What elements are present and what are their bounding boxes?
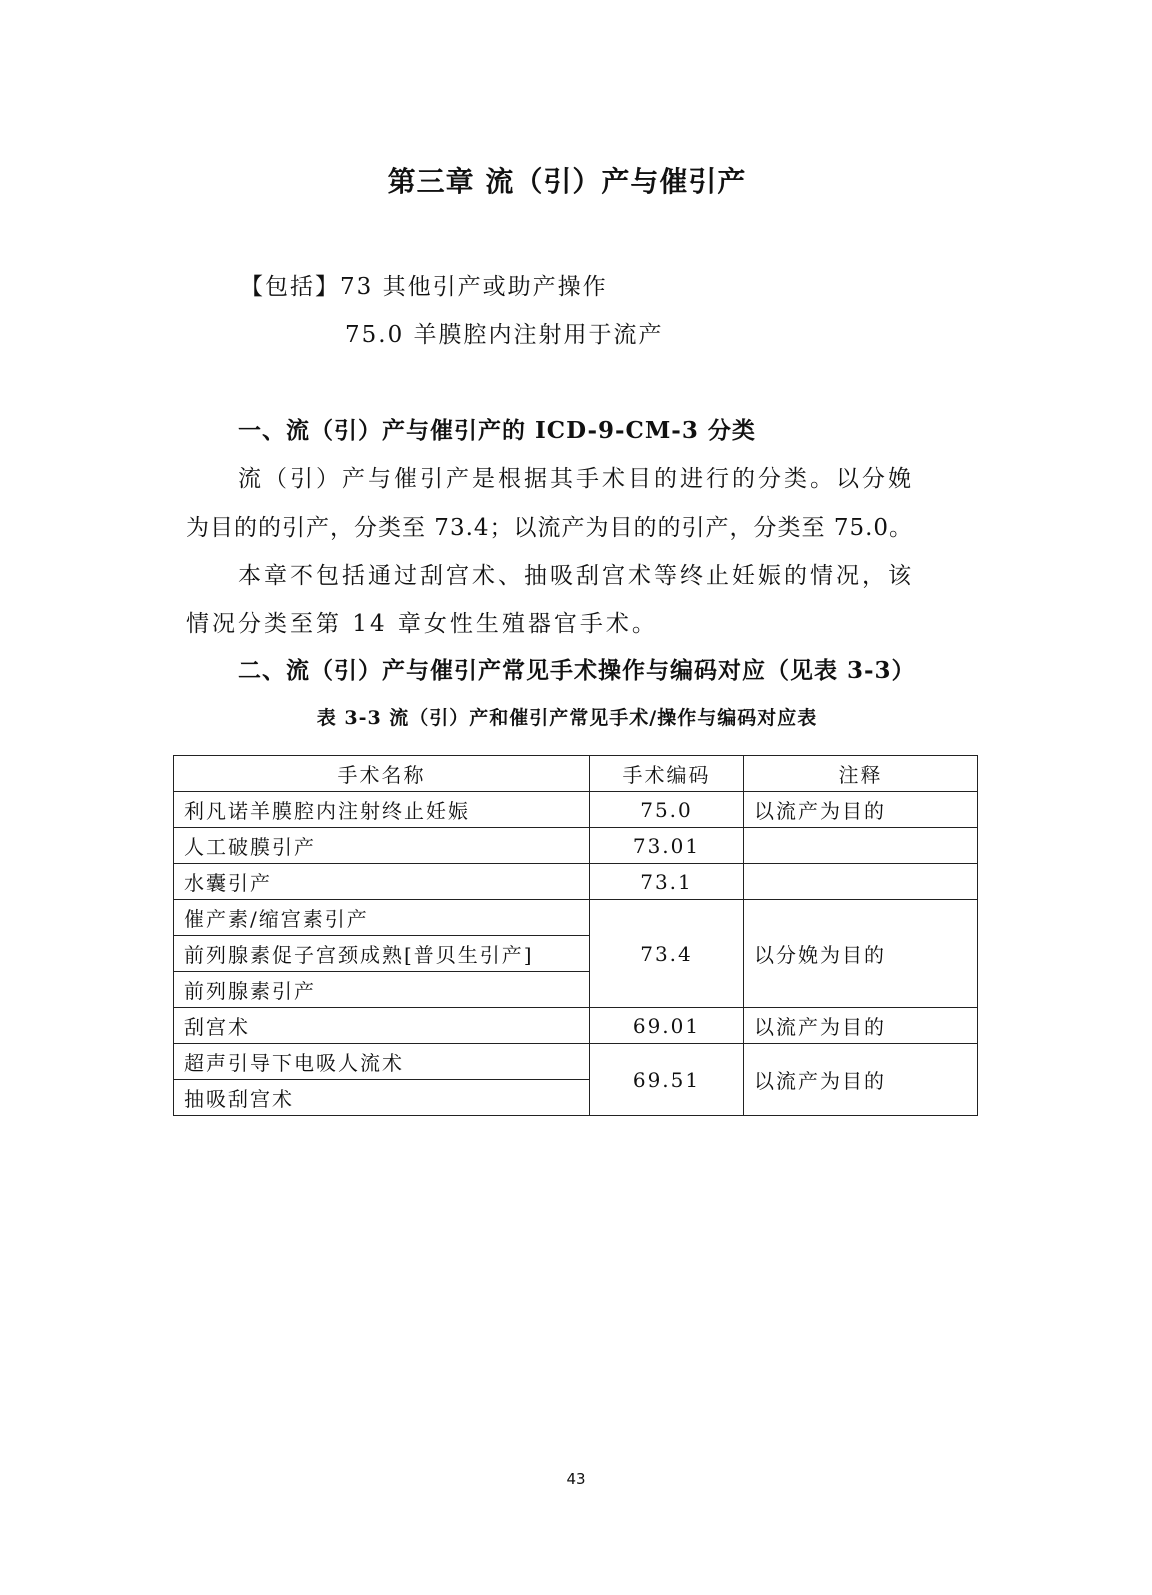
chapter-title: 第三章 流（引）产与催引产: [387, 165, 747, 198]
includes-line-1: 【包括】73 其他引产或助产操作: [240, 274, 608, 300]
procedure-code: 69.51: [590, 1044, 744, 1116]
procedure-code: 75.0: [590, 792, 744, 828]
procedure-code: 73.1: [590, 864, 744, 900]
table-row: [174, 864, 978, 900]
procedure-name: 抽吸刮宫术: [174, 1080, 590, 1116]
procedure-name: 催产素/缩宫素引产: [174, 900, 590, 936]
procedure-note: 以流产为目的: [744, 1044, 978, 1116]
header-procedure-name: 手术名称: [174, 756, 590, 792]
table-row: [174, 792, 978, 828]
section-2-heading: 二、流（引）产与催引产常见手术操作与编码对应（见表 3-3）: [238, 657, 916, 684]
table-caption: 表 3-3 流（引）产和催引产常见手术/操作与编码对应表: [316, 707, 818, 729]
procedure-code-table: [173, 755, 978, 1116]
header-note: 注释: [744, 756, 978, 792]
header-procedure-code: 手术编码: [590, 756, 744, 792]
procedure-code: 73.01: [590, 828, 744, 864]
table-row: [174, 1044, 978, 1080]
procedure-note: 以流产为目的: [744, 792, 978, 828]
page-number: 43: [566, 1470, 586, 1488]
section-1-heading: 一、流（引）产与催引产的 ICD-9-CM-3 分类: [238, 417, 756, 444]
section-1-para-1-line-1: 流（引）产与催引产是根据其手术目的进行的分类。以分娩: [238, 466, 914, 492]
section-1-para-2-line-2: 情况分类至第 14 章女性生殖器官手术。: [186, 611, 658, 637]
procedure-note: 以流产为目的: [744, 1008, 978, 1044]
table-row: [174, 828, 978, 864]
procedure-name: 刮宫术: [174, 1008, 590, 1044]
procedure-name: 人工破膜引产: [174, 828, 590, 864]
procedure-code: 69.01: [590, 1008, 744, 1044]
procedure-note: [744, 828, 978, 864]
section-1-para-1-line-2: 为目的的引产，分类至 73.4；以流产为目的的引产，分类至 75.0。: [186, 515, 914, 541]
procedure-name: 前列腺素促子宫颈成熟[普贝生引产]: [174, 936, 590, 972]
table-row: [174, 1008, 978, 1044]
procedure-name: 前列腺素引产: [174, 972, 590, 1008]
procedure-name: 水囊引产: [174, 864, 590, 900]
procedure-note: 以分娩为目的: [744, 900, 978, 1008]
procedure-name: 超声引导下电吸人流术: [174, 1044, 590, 1080]
table-row: [174, 900, 978, 936]
procedure-note: [744, 864, 978, 900]
section-1-para-2-line-1: 本章不包括通过刮宫术、抽吸刮宫术等终止妊娠的情况，该: [238, 563, 914, 589]
procedure-name: 利凡诺羊膜腔内注射终止妊娠: [174, 792, 590, 828]
table-header-row: [174, 756, 978, 792]
procedure-code: 73.4: [590, 900, 744, 1008]
includes-line-2: 75.0 羊膜腔内注射用于流产: [345, 322, 664, 348]
